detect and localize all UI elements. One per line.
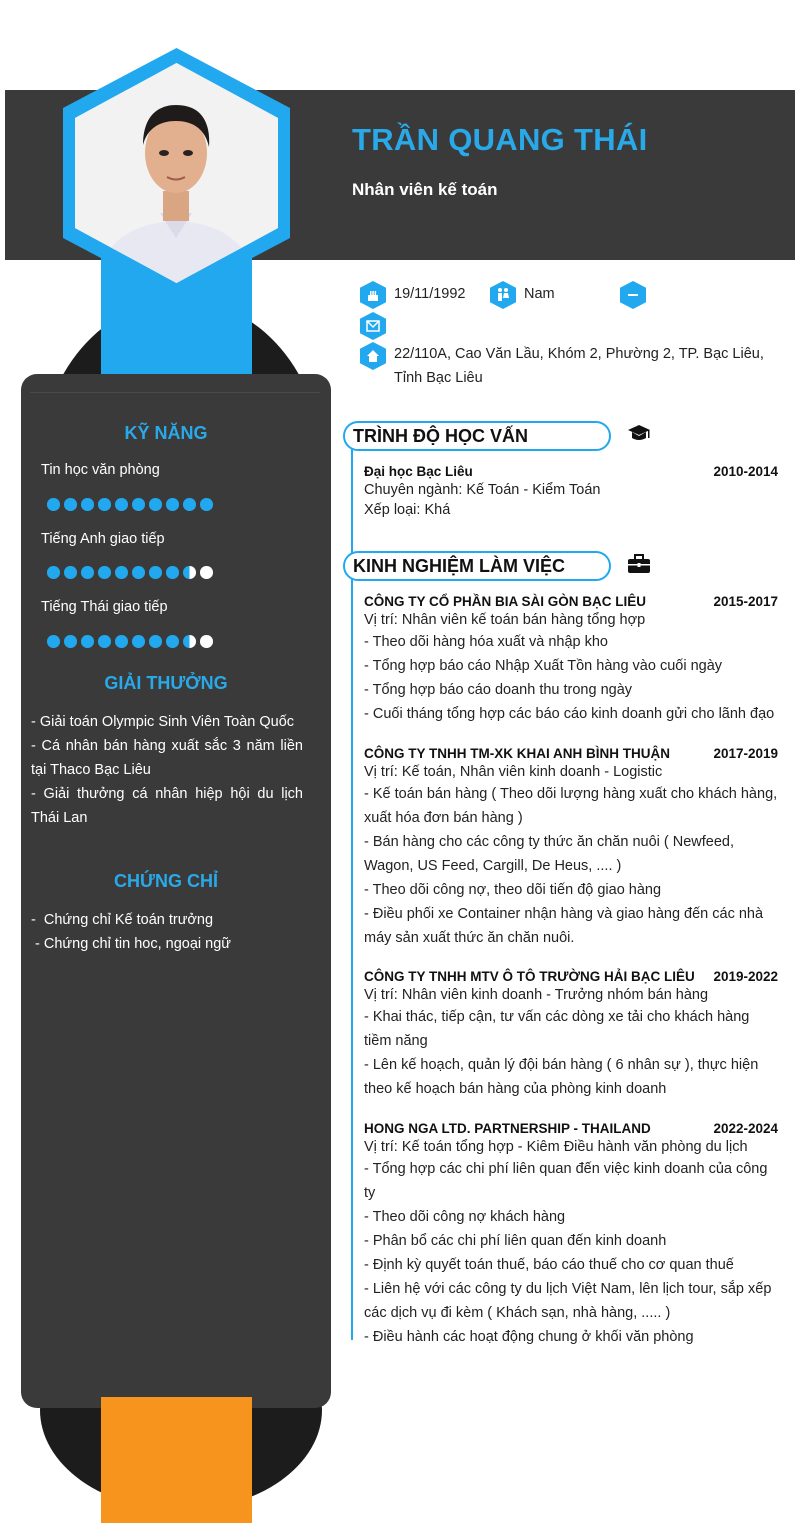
rating-dot — [149, 566, 162, 579]
job-duty: - Phân bổ các chi phí liên quan đến kinh doanh — [364, 1233, 667, 1249]
rating-dot-half — [183, 566, 196, 579]
rating-dot — [47, 566, 60, 579]
job-position: Vị trí: Nhân viên kinh doanh - Trưởng nhóm bán hàng — [364, 987, 709, 1003]
education-major: Chuyên ngành: Kế Toán - Kiểm Toán — [364, 482, 601, 498]
rating-dot — [47, 635, 60, 648]
rating-dot — [166, 635, 179, 648]
birthday-cake-icon — [360, 281, 386, 309]
rating-dot — [115, 635, 128, 648]
rating-dot — [47, 498, 60, 511]
certificate-item: - Chứng chỉ tin hoc, ngoại ngữ — [31, 936, 231, 952]
rating-dot — [166, 566, 179, 579]
job-duty: - Tổng hợp các chi phí liên quan đến việc kinh doanh của công ty — [364, 1161, 768, 1201]
job-duty: - Theo dõi công nợ, theo dõi tiến độ giao hàng — [364, 882, 662, 898]
home-icon — [360, 342, 386, 370]
job-duty: - Điều hành các hoạt động chung ở khối văn phòng — [364, 1329, 694, 1345]
rating-dot — [149, 635, 162, 648]
rating-dot — [115, 498, 128, 511]
graduation-cap-icon — [627, 423, 651, 451]
job-duty: - Tổng hợp báo cáo Nhập Xuất Tồn hàng vào cuối ngày — [364, 658, 723, 674]
job-duty: - Lên kế hoạch, quản lý đội bán hàng ( 6 nhân sự ), thực hiện theo kế hoạch bán hàng của phòng kinh doanh — [364, 1057, 759, 1097]
certificate-item: - Chứng chỉ Kế toán trưởng — [31, 912, 214, 928]
school-name: Đại học Bạc Liêu — [364, 464, 473, 479]
skill-name: Tiếng Thái giao tiếp — [41, 599, 168, 615]
sidebar-divider — [30, 392, 320, 393]
company-name: HONG NGA LTD. PARTNERSHIP - THAILAND — [364, 1121, 651, 1136]
rating-dot — [81, 635, 94, 648]
rating-dot-half — [183, 635, 196, 648]
skill-rating — [47, 566, 213, 579]
rating-dot — [98, 635, 111, 648]
skill-name: Tin học văn phòng — [41, 462, 160, 478]
phone-icon — [620, 281, 646, 309]
gender-icon — [490, 281, 516, 309]
rating-dot-empty — [200, 635, 213, 648]
skills-heading: KỸ NĂNG — [124, 423, 208, 443]
experience-heading: KINH NGHIỆM LÀM VIỆC — [343, 551, 611, 581]
gender-text: Nam — [524, 286, 555, 302]
company-name: CÔNG TY TNHH MTV Ô TÔ TRƯỜNG HẢI BẠC LIÊU — [364, 969, 695, 984]
awards-list: - Giải toán Olympic Sinh Viên Toàn Quốc - Cá nhân bán hàng xuất sắc 3 năm liền tại Thaco Bạc Liêu - Giải thưởng cá nhân hiệp hội du lịch Thái Lan — [31, 714, 303, 826]
job-duty: - Khai thác, tiếp cận, tư vấn các dòng xe tải cho khách hàng tiềm năng — [364, 1009, 750, 1049]
job-entry — [364, 968, 778, 1101]
skill-name: Tiếng Anh giao tiếp — [41, 531, 165, 547]
email-icon — [360, 312, 386, 340]
skill-rating — [47, 635, 213, 648]
company-name: CÔNG TY CỔ PHẦN BIA SÀI GÒN BẠC LIÊU — [364, 594, 647, 609]
skill-rating — [47, 498, 213, 511]
rating-dot — [183, 498, 196, 511]
rating-dot — [115, 566, 128, 579]
education-heading: TRÌNH ĐỘ HỌC VẤN — [343, 421, 611, 451]
job-duty: - Theo dõi hàng hóa xuất và nhập kho — [364, 634, 609, 650]
rating-dot — [98, 498, 111, 511]
job-entry — [364, 1120, 778, 1349]
job-years: 2019-2022 — [713, 969, 778, 984]
job-duty: - Tổng hợp báo cáo doanh thu trong ngày — [364, 682, 633, 698]
address-line-2: Tỉnh Bạc Liêu — [394, 370, 483, 386]
job-position: Vị trí: Kế toán tổng hợp - Kiêm Điều hành văn phòng du lịch — [364, 1139, 748, 1155]
briefcase-icon — [627, 553, 651, 581]
job-title: Nhân viên kế toán — [352, 180, 498, 199]
rating-dot — [81, 566, 94, 579]
rating-dot — [81, 498, 94, 511]
certificates-heading: CHỨNG CHỈ — [114, 871, 218, 891]
education-entry — [364, 463, 778, 520]
rating-dot — [64, 498, 77, 511]
rating-dot — [166, 498, 179, 511]
job-duty: - Kế toán bán hàng ( Theo dõi lượng hàng xuất cho khách hàng, xuất hóa đơn bán hàng ) — [364, 786, 778, 826]
orange-ribbon — [101, 1397, 252, 1523]
awards-heading: GIẢI THƯỞNG — [104, 673, 228, 693]
job-years: 2017-2019 — [713, 746, 778, 761]
rating-dot — [132, 635, 145, 648]
education-years: 2010-2014 — [713, 464, 778, 479]
job-duty: - Cuối tháng tổng hợp các báo cáo kinh doanh gửi cho lãnh đạo — [364, 706, 775, 722]
job-duty: - Liên hệ với các công ty du lịch Việt Nam, lên lịch tour, sắp xếp các dịch vụ đi kèm ( Khách sạn, nhà hàng, ..... ) — [364, 1281, 772, 1321]
rating-dot-empty — [200, 566, 213, 579]
address-line-1: 22/110A, Cao Văn Lầu, Khóm 2, Phường 2, TP. Bạc Liêu, — [394, 346, 764, 362]
job-years: 2015-2017 — [713, 594, 778, 609]
rating-dot — [132, 566, 145, 579]
rating-dot — [132, 498, 145, 511]
job-entry — [364, 593, 778, 726]
job-duty: - Định kỳ quyết toán thuế, báo cáo thuế cho cơ quan thuế — [364, 1257, 734, 1273]
job-duty: - Theo dõi công nợ khách hàng — [364, 1209, 566, 1225]
rating-dot — [200, 498, 213, 511]
job-position: Vị trí: Kế toán, Nhân viên kinh doanh - Logistic — [364, 764, 663, 780]
job-entry — [364, 745, 778, 950]
rating-dot — [149, 498, 162, 511]
job-position: Vị trí: Nhân viên kế toán bán hàng tổng hợp — [364, 612, 646, 628]
education-rank: Xếp loại: Khá — [364, 502, 451, 518]
rating-dot — [98, 566, 111, 579]
job-duty: - Điều phối xe Container nhận hàng và giao hàng đến các nhà máy sản xuất thức ăn chăn nuôi. — [364, 906, 764, 946]
company-name: CÔNG TY TNHH TM-XK KHAI ANH BÌNH THUẬN — [364, 746, 670, 761]
rating-dot — [64, 566, 77, 579]
job-years: 2022-2024 — [713, 1121, 778, 1136]
rating-dot — [64, 635, 77, 648]
candidate-name: TRẦN QUANG THÁI — [352, 122, 648, 157]
birthday-text: 19/11/1992 — [394, 286, 466, 302]
job-duty: - Bán hàng cho các công ty thức ăn chăn nuôi ( Newfeed, Wagon, US Feed, Cargill, De Heus, .... ) — [364, 834, 735, 874]
